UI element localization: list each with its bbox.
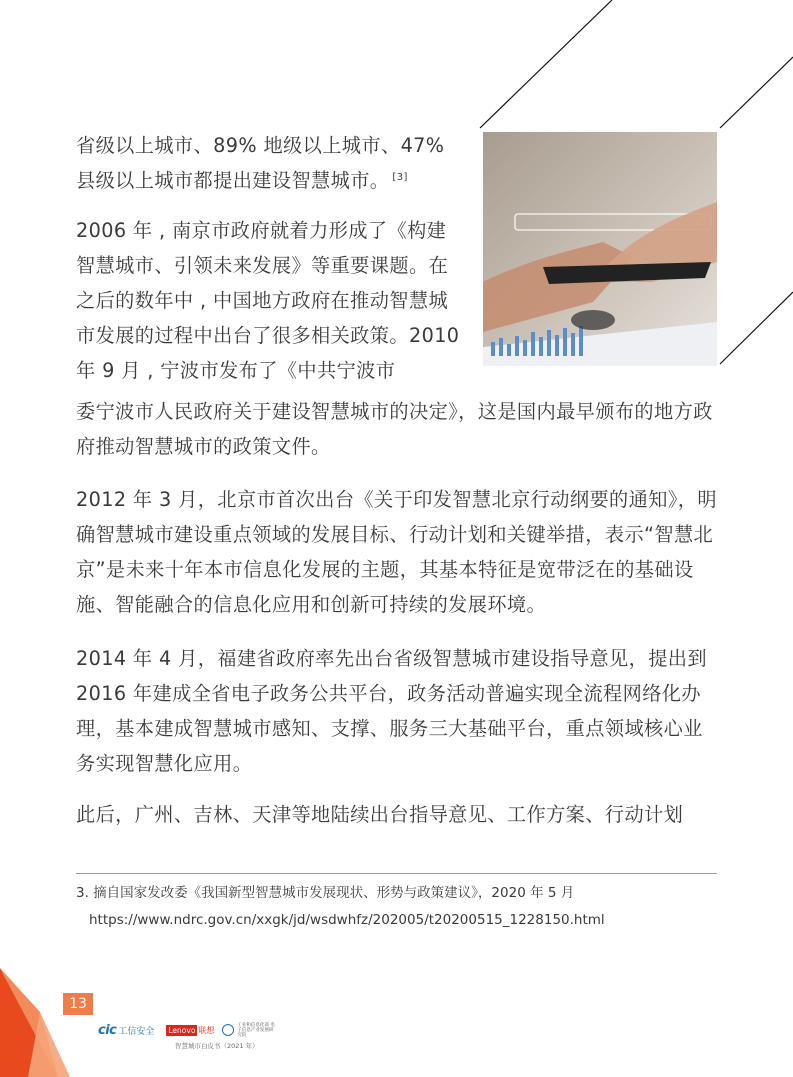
footnote-divider	[76, 873, 717, 874]
paragraph-2-bottom-text: 委宁波市人民政府关于建设智慧城市的决定》，这是国内最早颁布的地方政府推动智慧城市的政策文件。	[76, 400, 713, 458]
paragraph-2-bottom	[76, 394, 721, 464]
ministry-logo-text: 工业和信息化部 电子信息产业发展研究院	[237, 1022, 275, 1038]
paragraph-5-text: 此后，广州、吉林、天津等地陆续出台指导意见、工作方案、行动计划	[76, 803, 684, 826]
lenovo-logo	[166, 1025, 214, 1036]
footnote-text: 3. 摘自国家发改委《我国新型智慧城市发展现状、形势与政策建议》，2020 年 5 月	[76, 885, 575, 901]
cic-logo: cic	[98, 1022, 117, 1038]
ministry-logo	[222, 1023, 277, 1038]
paragraph-4-text: 2014 年 4 月，福建省政府率先出台省级智慧城市建设指导意见，提出到 2016 年建成全省电子政务公共平台，政务活动普遍实现全流程网络化办理，基本建成智慧城市感知、支撑、服务三大基础平台，重点领域核心业务实现智慧化应用。	[76, 647, 707, 775]
paragraph-1-text: 省级以上城市、89% 地级以上城市、47% 县级以上城市都提出建设智慧城市。	[76, 134, 445, 192]
paragraph-4	[76, 641, 721, 781]
paragraph-2-top	[76, 213, 461, 388]
publication-title: 智慧城市白皮书（2021 年）	[175, 1042, 259, 1050]
ministry-seal-icon	[222, 1024, 234, 1036]
photo-illustration	[483, 132, 717, 366]
paragraph-3-text: 2012 年 3 月，北京市首次出台《关于印发智慧北京行动纲要的通知》，明确智慧城市建设重点领域的发展目标、行动计划和关键举措，表示“智慧北京”是未来十年本市信息化发展的主题，其基本特征是宽带泛在的基础设施、智能融合的信息化应用和创新可持续的发展环境。	[76, 488, 717, 616]
page-number: 13	[63, 993, 93, 1015]
footnote	[76, 880, 726, 934]
cic-logo-text: 工信安全	[118, 1026, 155, 1037]
paragraph-5	[76, 797, 721, 832]
paragraph-2-top-text: 2006 年 , 南京市政府就着力形成了《构建智慧城市、引领未来发展》等重要课题。在之后的数年中 , 中国地方政府在推动智慧城市发展的过程中出台了很多相关政策。2010 年 9 月 , 宁波市发布了《中共宁波市	[76, 219, 460, 382]
tablet-hand-photo	[483, 132, 717, 366]
footer-logos	[98, 1020, 277, 1040]
reference-marker: [3]	[392, 171, 408, 183]
paragraph-1	[76, 128, 461, 198]
paragraph-3	[76, 482, 721, 622]
lenovo-logo-cn: 联想	[198, 1025, 215, 1035]
footnote-url[interactable]: https://www.ndrc.gov.cn/xxgk/jd/wsdwhfz/202005/t20200515_1228150.html	[89, 912, 605, 928]
lenovo-logo-box: Lenovo	[168, 1025, 196, 1035]
